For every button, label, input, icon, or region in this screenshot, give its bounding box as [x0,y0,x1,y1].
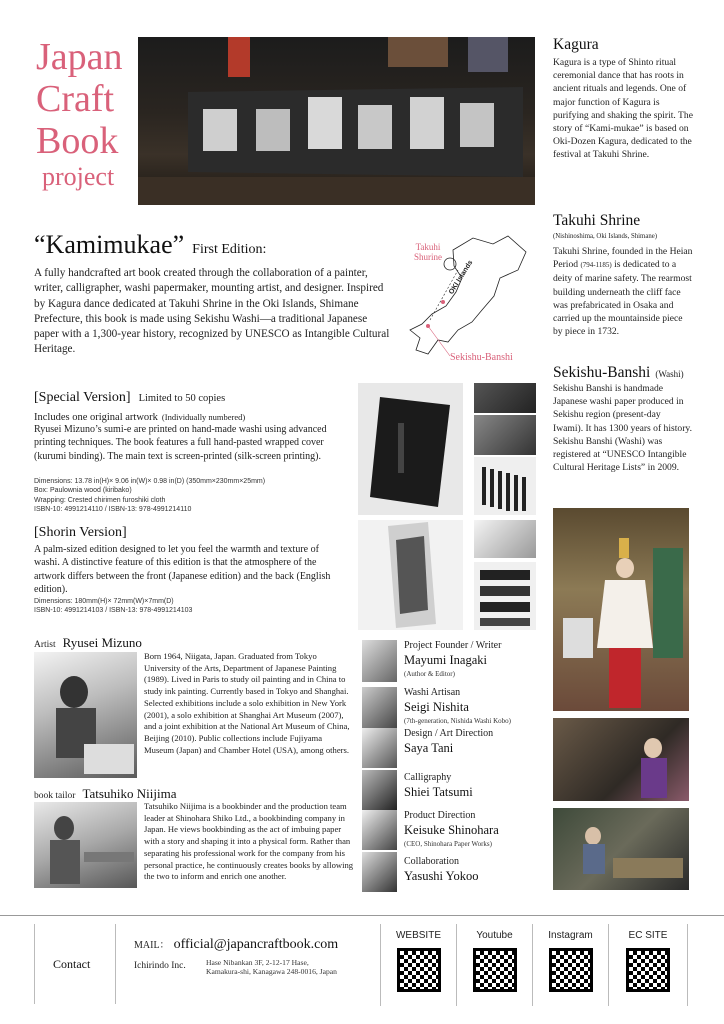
youtube-qr-code [473,948,517,992]
team-sub: (7th-generation, Nishida Washi Kobo) [404,717,512,725]
kagura-heading: Kagura [553,36,599,53]
special-limit: Limited to 50 copies [138,393,226,404]
title-line-4: project [42,162,115,191]
team-name: Shiei Tatsumi [404,785,473,799]
mail-row [134,935,338,953]
team-name: Mayumi Inagaki [404,653,487,667]
washi-making-photo [553,808,689,890]
special-includes: Includes one original artwork [34,412,158,423]
shorin-specs [34,597,334,616]
special-body: Ryusei Mizuno’s sumi-e are printed on hand-made washi using advanced printing techniques. The book features a full hand-pasted wrapped cover (kurumi binding). The main text is screen-printed (silk-screen printing). [34,424,327,462]
hero-photo [138,37,535,205]
takuhi-body-b: is dedicated to a deity of marine safety. The rearmost building underneath the cliff face was prefabricated in Osaka and carried up the mountainside piece by piece in 1732. [553,259,692,338]
contact-label: Contact [53,957,91,971]
shorin-body: A palm-sized edition designed to let you feel the warmth and texture of washi. A distinctive feature of this edition is that the atmosphere of the artwork differs between the front (Japanese edition) and the back (English edition). [34,544,331,595]
website-qr-link[interactable] [380,924,456,1006]
team-name: Seigi Nishita [404,700,469,714]
tailor-role: book tailor [34,791,76,801]
team-name: Yasushi Yokoo [404,869,479,883]
tailor-photo [34,802,137,888]
special-specs [34,477,334,515]
shorin-detail-photo-2 [474,562,536,630]
kagura-body: Kagura is a type of Shinto ritual ceremonial dance that has roots in ancient rituals and legends. One of major function of Kagura is purifying and shaking the spirit. The story of “Kami-mukae” is based on Oki-Dozen Kagura, dedicated to the festival at Takuhi Shrine. [553,57,693,161]
kagura-musician-photo [553,718,689,801]
sekishu-body: Sekishu Banshi is handmade Japanese washi paper produced in Sekishu region (present-day Iwami). It has 1300 years of history. Sekishu Banshi (Washi) was registered at “UNESCO Intangible Cultural Heritage Lists” in 2009. [553,383,692,474]
contact-box [34,924,116,1004]
address-line: Hase Nibankan 3F, 2-12-17 Hase, [206,958,309,967]
special-spec-line: Dimensions: 13.78 in(H)× 9.06 in(W)× 0.98 in(D) (350mm×230mm×25mm) [34,478,266,485]
team-role: Project Founder / Writer [404,640,502,651]
shorin-spec-line: Dimensions: 180mm(H)× 72mm(W)×7mm(D) [34,598,174,605]
title-line-2: Craft [36,78,115,120]
instagram-label: Instagram [548,930,593,941]
artist-name: Ryusei Mizuno [62,635,142,650]
youtube-label: Youtube [476,930,513,941]
kagura-dance-photo [553,508,689,711]
mail-label: MAIL： [134,940,170,951]
title-line-1: Japan [36,36,123,78]
shorin-book-photo [358,520,463,630]
shorin-heading: [Shorin Version] [34,525,127,540]
artist-photo [34,652,137,778]
special-heading: [Special Version] [34,390,131,405]
shorin-detail-photo-1 [474,520,536,558]
title-line-3: Book [36,120,119,162]
team-photo [362,640,397,682]
project-title [36,38,136,190]
team-role: Calligraphy [404,772,452,783]
footer [34,916,724,1006]
artist-bio: Born 1964, Niigata, Japan. Graduated from Tokyo University of the Arts, Department of Japanese Painting (1989). Lived in Paris to study oil painting and in China to study ink painting. Currently based in Tokyo and Shanghai. Selected exhibitions include a solo exhibition in New York (2001), a solo exhibition at Shanghai Art Museum (2007), and a joint exhibition at the National Art Museum of China, Beijing (2010). Public collections include Fujiyama Museum (Japan) and Chamber Hotel (USA), among others. [144,651,350,755]
hero-description: A fully handcrafted art book created through the collaboration of a painter, writer, calligrapher, washi papermaker, mounting artist, and designer. Inspired by Kagura dance dedicated at Takuhi Shrine in the Oki Islands, Shimane Prefecture, this book is made using Sekishu Washi—a traditional Japanese paper with a 1,300-year history, recognized by UNESCO as Intangible Cultural Heritage. [34,267,390,356]
team-role: Washi Artisan [404,687,461,698]
sekishu-heading: Sekishu-Banshi [553,364,651,381]
takuhi-body-a: Takuhi Shrine, founded in the Heian Period [553,246,693,271]
team-sub: (CEO, Shinohara Paper Works) [404,840,492,848]
team-role: Collaboration [404,856,459,867]
instagram-qr-code [549,948,593,992]
special-detail-photo-3 [474,457,536,515]
map-label-oki: OKI Islands [448,259,475,296]
ec-site-qr-code [626,948,670,992]
team-name: Keisuke Shinohara [404,823,499,837]
team-name: Saya Tani [404,741,454,755]
sekishu-heading-row [553,362,684,382]
hero-heading [34,230,266,260]
company-name: Ichirindo Inc. [134,961,186,971]
mail-address[interactable]: official@japancraftbook.com [173,937,339,952]
ec-site-label: EC SITE [628,930,668,941]
team-role: Product Direction [404,810,476,821]
team-photo [362,770,397,810]
team-role: Design / Art Direction [404,728,494,739]
website-label: WEBSITE [395,930,441,941]
special-heading-row [34,388,225,406]
website-qr-code [397,948,441,992]
map-label-sekishu: Sekishu-Banshi [450,352,513,363]
special-detail-photo-2 [474,415,536,455]
map-label-takuhi: Takuhi Shurine [414,242,442,262]
youtube-qr-link[interactable] [456,924,532,1006]
tailor-bio: Tatsuhiko Niijima is a bookbinder and the production team leader at Shinohara Shiko Ltd., a bookbinding company in Japan. He views bookbinding as the act of imbuing paper with a story and shaping it into a physical form. Rather than separating his professional work for the company from his personal practice, he continuously creates books by allowing the two to inform and enrich one another. [144,801,354,882]
special-spec-line: ISBN-10: 4991214110 / ISBN-13: 978-4991214110 [34,506,192,514]
instagram-qr-link[interactable] [532,924,608,1006]
edition-label: First Edition: [192,242,267,257]
takuhi-period: (794-1185) [580,261,612,270]
artist-heading-row [34,634,142,652]
team-photo [362,810,397,850]
takuhi-heading: Takuhi Shrine [553,212,641,229]
address-line: Kamakura-shi, Kanagawa 248-0016, Japan [206,967,337,977]
book-title: “Kamimukae” [34,230,185,259]
folding-screen-illustration [138,37,535,205]
japan-map [398,230,538,380]
team-photo [362,728,397,768]
special-book-photo [358,383,463,515]
takuhi-body [553,245,693,338]
team-photo [362,852,397,892]
special-detail-photo-1 [474,383,536,413]
special-includes-note: (Individually numbered) [161,412,246,422]
special-spec-line: Box: Paulownia wood (kiribako) [34,487,132,495]
tailor-name: Tatsuhiko Niijima [82,786,177,801]
team-photo [362,687,397,729]
team-sub: (Author & Editor) [404,670,455,678]
company-address [206,958,406,977]
takuhi-location: (Nishinoshima, Oki Islands, Shimane) [553,233,658,240]
ec-site-qr-link[interactable] [608,924,688,1006]
sekishu-heading-note: (Washi) [655,369,684,379]
special-spec-line: Wrapping: Crested chirimen furoshiki cloth [34,496,166,504]
artist-role: Artist [34,640,56,650]
shorin-spec-line: ISBN-10: 4991214103 / ISBN-13: 978-4991214103 [34,607,193,615]
